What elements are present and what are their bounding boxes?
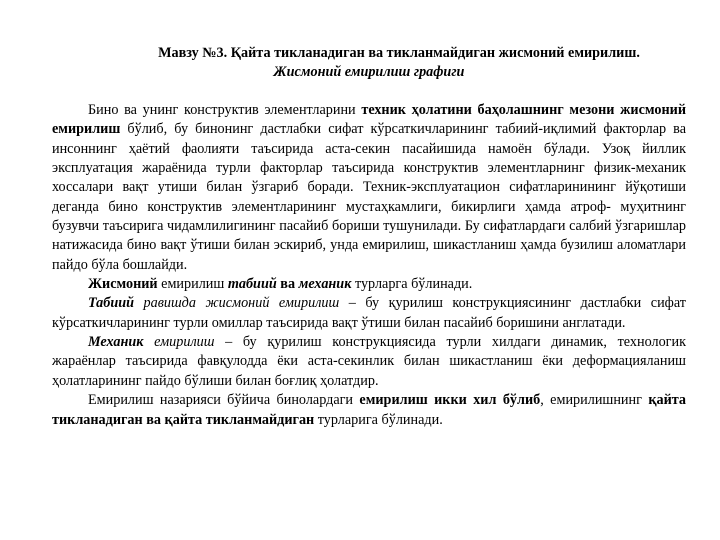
text-run: бўлиб, бу бинонинг дастлабки сифат кўрсаткичларининг табиий-иқлимий факторлар ва инсоннинг ҳаётий фаолияти таъсирида аста-секин пасайишида намоён бўлади. Узоқ йиллик эксплуатация жараёнида турли факторлар таъсирида конструктив элементларнинг физик-механик хоссалари вақт утиши билан ўзгариб боради. Техник-эксплуатацион сифатларинининг йўқотиши деганда бино конструктив элементларининг мустаҳкамлиги, бикирлиги ҳамда атроф- муҳитнинг бузувчи таъсирига чидамлилигининг пасайиб бориши тушунилади. Бу сифатлардаги салбий ўзгаришлар натижасида бино вақт ўтиши билан эскириб, унда емирилиш, шикастланиш ҳамда бузилиш аломатлари пайдо бўла бошлайди. [52, 121, 686, 273]
bold-italic-term-natural: табиий [227, 276, 277, 293]
text-run: турларига бўлинади. [314, 411, 443, 428]
paragraph-intro [52, 101, 686, 275]
text-run: емирилиш [157, 276, 228, 293]
text-run: турларга бўлинади. [351, 276, 473, 293]
paragraph-types [52, 275, 686, 294]
bold-italic-term-mechanical: механик [298, 276, 352, 293]
page-title [52, 44, 686, 82]
title-line-topic: Мавзу №3. Қайта тикланадиган ва тикланмайдиган жисмоний емирилиш. [158, 45, 640, 61]
bold-term-physical: Жисмоний [88, 276, 158, 293]
text-run: – бу қурилиш конструкциясининг дастлабки сифат кўрсаткичларининг турли омиллар таъсирида вақт ўтиши билан пасайиб боришини англатади. [52, 295, 686, 331]
bold-italic-term-mechanical: Механик [88, 334, 144, 351]
bold-term-two-kinds: емирилиш икки хил бўлиб [359, 392, 541, 409]
paragraph-natural [52, 294, 686, 333]
paragraph-mechanical [52, 333, 686, 391]
bold-connector: ва [276, 276, 299, 293]
bold-italic-term-natural: Табиий [88, 295, 134, 312]
document-body [52, 101, 686, 430]
document-page [52, 44, 686, 430]
bold-term-restorable: қайта тикланадиган ва қайта тикланмайдиган [52, 392, 687, 428]
text-run: Бино ва унинг конструктив элементларини [88, 102, 362, 118]
text-run: Емирилиш назарияси бўйича бинолардаги [88, 392, 360, 409]
italic-run: равишда жисмоний емирилиш [134, 295, 340, 312]
text-run: , емирилишнинг [540, 392, 649, 409]
bold-term-criterion: техник ҳолатини баҳолашнинг мезони жисмоний емирилиш [52, 102, 686, 138]
title-line-subtitle: Жисмоний емирилиш графиги [273, 64, 465, 80]
italic-run: емирилиш [143, 334, 215, 351]
text-run: – бу қурилиш конструкциясида турли хилдаги динамик, технологик жараёнлар таъсирида фавқулодда ёки аста-секинлик билан шикастланиш ёки деформацияланиш ҳолатларининг пайдо бўлиши билан боғлиқ ҳолатдир. [52, 334, 686, 389]
paragraph-theory [52, 391, 686, 430]
